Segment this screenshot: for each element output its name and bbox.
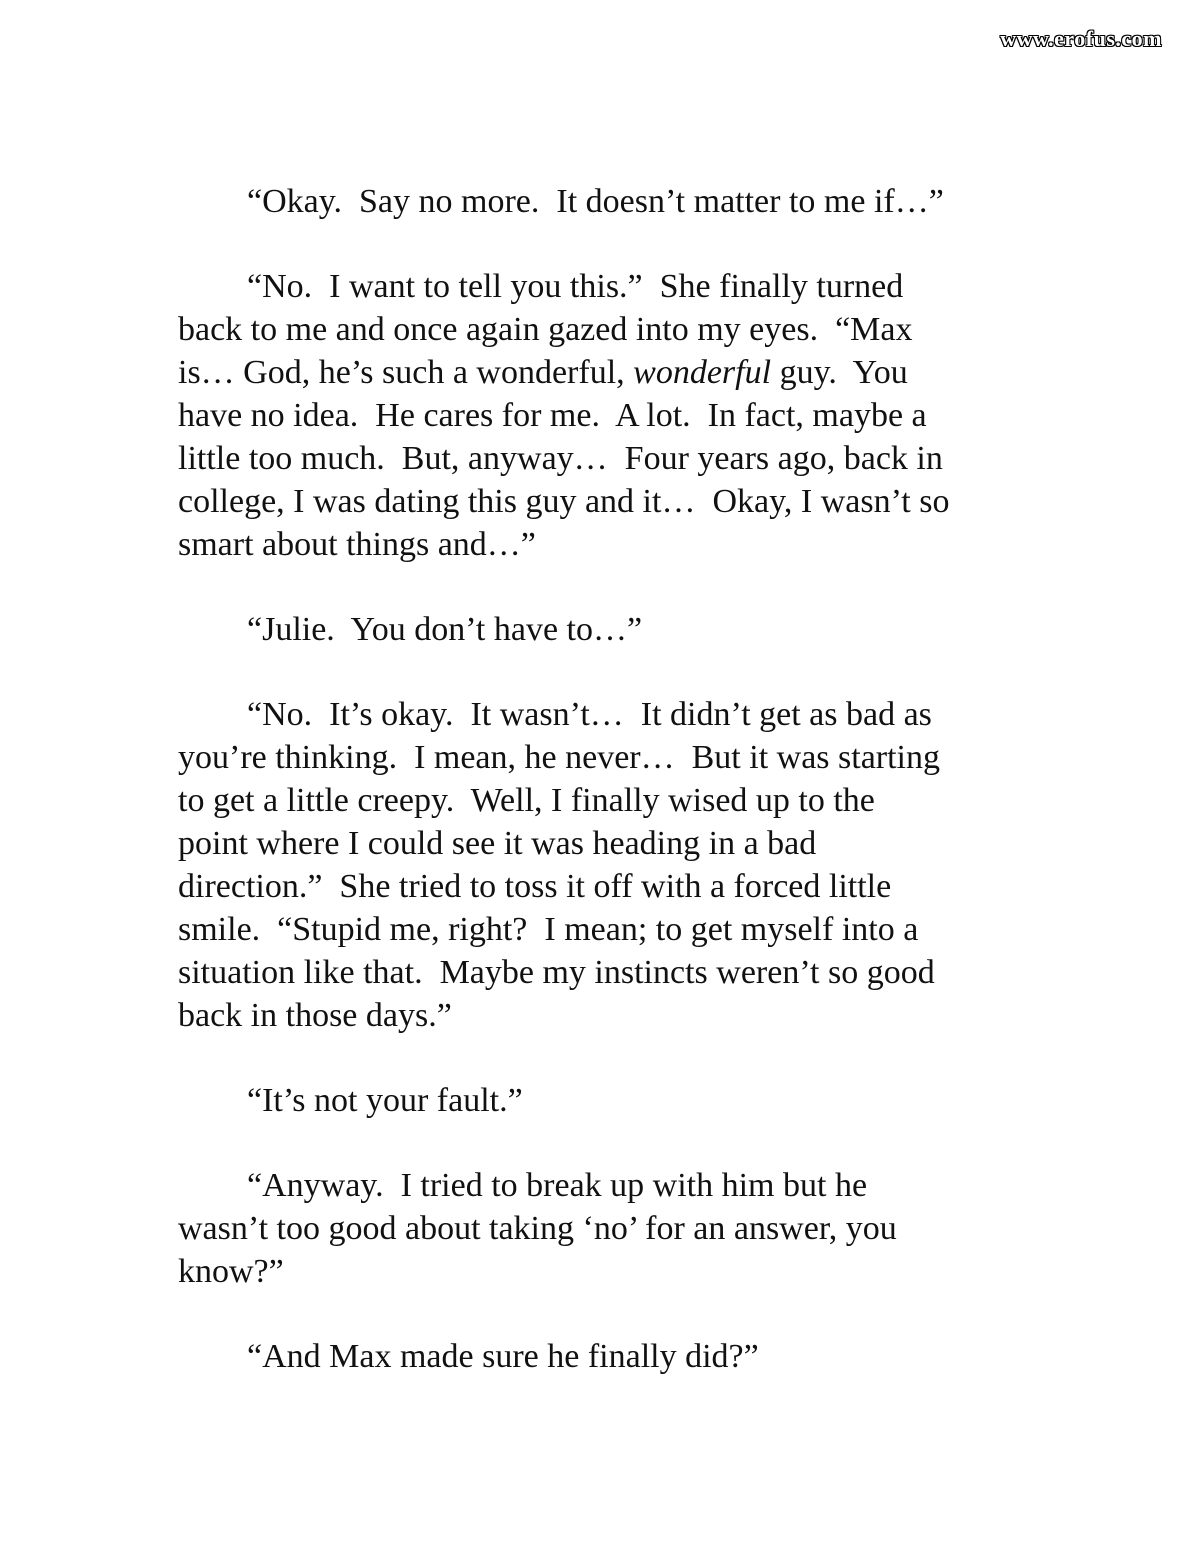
paragraph <box>178 1335 1038 1378</box>
text-line: “No. It’s okay. It wasn’t… It didn’t get as bad as <box>247 696 932 733</box>
text-line: smile. “Stupid me, right? I mean; to get myself into a <box>178 911 919 948</box>
paragraph <box>178 265 1038 566</box>
text-line: “Julie. You don’t have to…” <box>247 611 643 648</box>
text-line: know?” <box>178 1253 284 1290</box>
text-line: smart about things and…” <box>178 526 536 563</box>
text-line: direction.” She tried to toss it off with a forced little <box>178 868 892 905</box>
text-line: “No. I want to tell you this.” She finally turned <box>247 268 904 305</box>
paragraph <box>178 180 1038 223</box>
text-line: back in those days.” <box>178 997 452 1034</box>
text-line: have no idea. He cares for me. A lot. In fact, maybe a <box>178 397 927 434</box>
paragraph <box>178 1079 1038 1122</box>
text-line: wasn’t too good about taking ‘no’ for an answer, you <box>178 1210 897 1247</box>
text-line: little too much. But, anyway… Four years ago, back in <box>178 440 943 477</box>
paragraph <box>178 608 1038 651</box>
text-line: to get a little creepy. Well, I finally wised up to the <box>178 782 875 819</box>
paragraph <box>178 693 1038 1037</box>
italic-word: wonderful <box>633 354 772 391</box>
text-line: “It’s not your fault.” <box>247 1082 523 1119</box>
text-line: point where I could see it was heading in a bad <box>178 825 817 862</box>
paragraph <box>178 1164 1038 1293</box>
text-line: “And Max made sure he finally did?” <box>247 1338 759 1375</box>
text-line: you’re thinking. I mean, he never… But it was starting <box>178 739 940 776</box>
text-line: “Anyway. I tried to break up with him but he <box>247 1167 868 1204</box>
page-body <box>178 180 1038 1420</box>
text-line: back to me and once again gazed into my eyes. “Max <box>178 311 913 348</box>
text-segment: guy. You <box>771 354 908 391</box>
text-segment: is… God, he’s such a wonderful, <box>178 354 634 391</box>
text-line: college, I was dating this guy and it… Okay, I wasn’t so <box>178 483 950 520</box>
text-line <box>178 351 1038 394</box>
text-line: situation like that. Maybe my instincts weren’t so good <box>178 954 935 991</box>
text-line: “Okay. Say no more. It doesn’t matter to me if…” <box>247 183 944 220</box>
watermark-logo: www.erofus.com <box>1000 26 1162 51</box>
